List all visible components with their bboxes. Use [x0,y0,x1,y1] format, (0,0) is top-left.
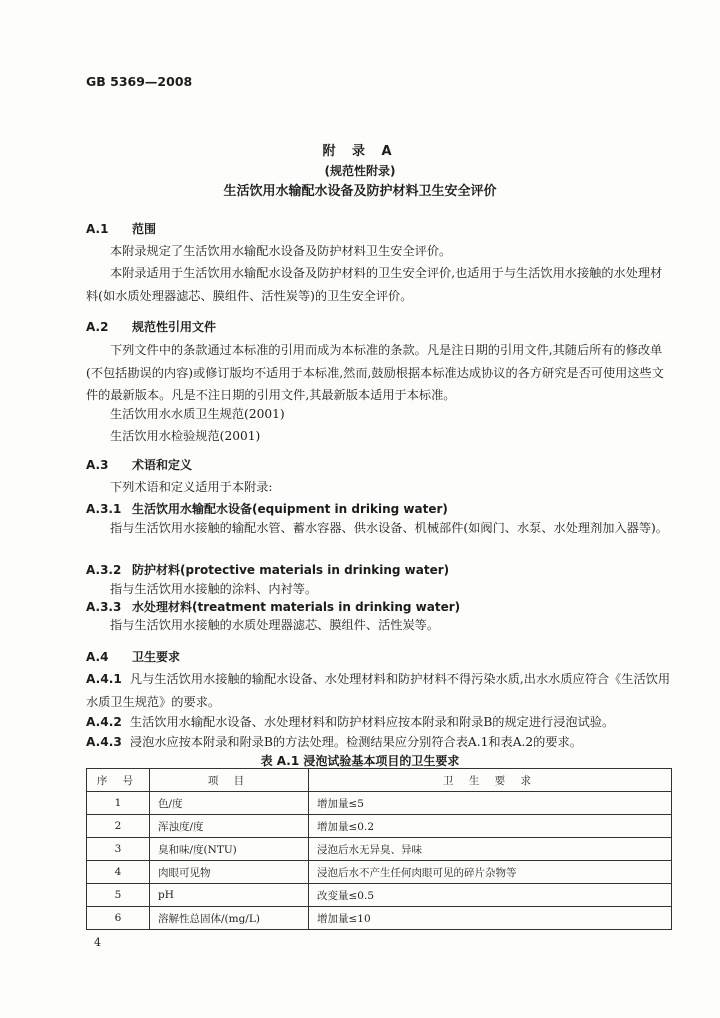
term-a32 [86,561,449,578]
table-row [87,838,672,861]
term-number: A.3.2 [86,563,122,577]
a2-paragraph-1: 下列文件中的条款通过本标准的引用而成为本标准的条款。凡是注日期的引用文件,其随后所有的修改单(不包括勘误的内容)或修订版均不适用于本标准,然而,鼓励根据本标准达成协议的各方研究是否可使用这些文件的最新版本。凡是不注日期的引用文件,其最新版本适用于本标准。 [86,343,664,402]
row-requirement: 浸泡后水无异臭、异味 [309,838,672,861]
page-number: 4 [94,936,101,949]
row-requirement: 浸泡后水不产生任何肉眼可见的碎片杂物等 [309,861,672,884]
row-requirement: 增加量≤10 [309,907,672,930]
table-row [87,907,672,930]
standard-code: GB 5369—2008 [86,74,193,89]
row-item: 肉眼可见物 [150,861,309,884]
section-number: A.2 [86,320,109,334]
term-a33-definition: 指与生活饮用水接触的水质处理器滤芯、膜组件、活性炭等。 [110,618,440,632]
hygiene-requirements-table [86,768,672,930]
table-header-row [87,769,672,792]
clause-number: A.4.2 [86,715,122,729]
row-item: pH [150,884,309,907]
section-a1-heading [86,220,156,237]
section-number: A.4 [86,650,109,664]
clause-text: 浸泡水应按本附录和附录B的方法处理。检测结果应分别符合表A.1和表A.2的要求。 [129,735,582,749]
clause-a43 [86,731,672,754]
term-number: A.3.1 [86,502,122,516]
row-item: 浑浊度/度 [150,815,309,838]
row-number: 6 [87,907,150,930]
column-header-item: 项 目 [150,769,309,792]
section-title: 范围 [132,222,157,236]
a3-intro: 下列术语和定义适用于本附录: [110,480,273,494]
column-header-number: 序 号 [87,769,150,792]
row-number: 1 [87,792,150,815]
row-requirement: 增加量≤5 [309,792,672,815]
section-number: A.1 [86,222,109,236]
clause-number: A.4.1 [86,672,122,686]
row-number: 5 [87,884,150,907]
table-row [87,884,672,907]
term-name: 防护材料(protective materials in drinking water) [132,563,450,577]
section-title: 卫生要求 [132,650,181,664]
clause-text: 凡与生活饮用水接触的输配水设备、水处理材料和防护材料不得污染水质,出水水质应符合《生活饮用水质卫生规范》的要求。 [86,672,671,709]
section-a4-heading [86,648,180,665]
reference-1: 生活饮用水水质卫生规范(2001) [110,407,285,421]
annex-heading: 生活饮用水输配水设备及防护材料卫生安全评价 [223,184,497,199]
row-item: 色/度 [150,792,309,815]
annex-type: (规范性附录) [324,164,396,178]
section-title: 规范性引用文件 [132,320,217,334]
table-row [87,792,672,815]
table-row [87,815,672,838]
annex-title: 附 录 A [322,144,398,159]
a1-paragraph-1: 本附录规定了生活饮用水输配水设备及防护材料卫生安全评价。 [110,244,452,258]
reference-2: 生活饮用水检验规范(2001) [110,429,261,443]
term-a31 [86,500,448,517]
section-a3-heading [86,456,192,473]
term-name: 生活饮用水输配水设备(equipment in driking water) [132,502,448,516]
term-a31-definition: 指与生活饮用水接触的输配水管、蓄水容器、供水设备、机械部件(如阀门、水泵、水处理剂加入器等)。 [110,521,668,535]
term-number: A.3.3 [86,600,122,614]
row-requirement: 增加量≤0.2 [309,815,672,838]
section-a2-heading [86,318,216,335]
row-number: 4 [87,861,150,884]
term-a33 [86,598,460,615]
term-name: 水处理材料(treatment materials in drinking water) [132,600,461,614]
row-item: 溶解性总固体/(mg/L) [150,907,309,930]
clause-a41 [86,668,672,714]
clause-text: 生活饮用水输配水设备、水处理材料和防护材料应按本附录和附录B的规定进行浸泡试验。 [129,715,615,729]
clause-number: A.4.3 [86,735,122,749]
column-header-requirement: 卫 生 要 求 [309,769,672,792]
section-number: A.3 [86,458,109,472]
row-item: 臭和味/度(NTU) [150,838,309,861]
term-a32-definition: 指与生活饮用水接触的涂料、内衬等。 [110,582,318,596]
a1-paragraph-2: 本附录适用于生活饮用水输配水设备及防护材料的卫生安全评价,也适用于与生活饮用水接触的水处理材料(如水质处理器滤芯、膜组件、活性炭等)的卫生安全评价。 [86,266,663,303]
row-number: 3 [87,838,150,861]
table-row [87,861,672,884]
table-caption: 表 A.1 浸泡试验基本项目的卫生要求 [260,754,460,768]
section-title: 术语和定义 [132,458,193,472]
row-number: 2 [87,815,150,838]
row-requirement: 改变量≤0.5 [309,884,672,907]
